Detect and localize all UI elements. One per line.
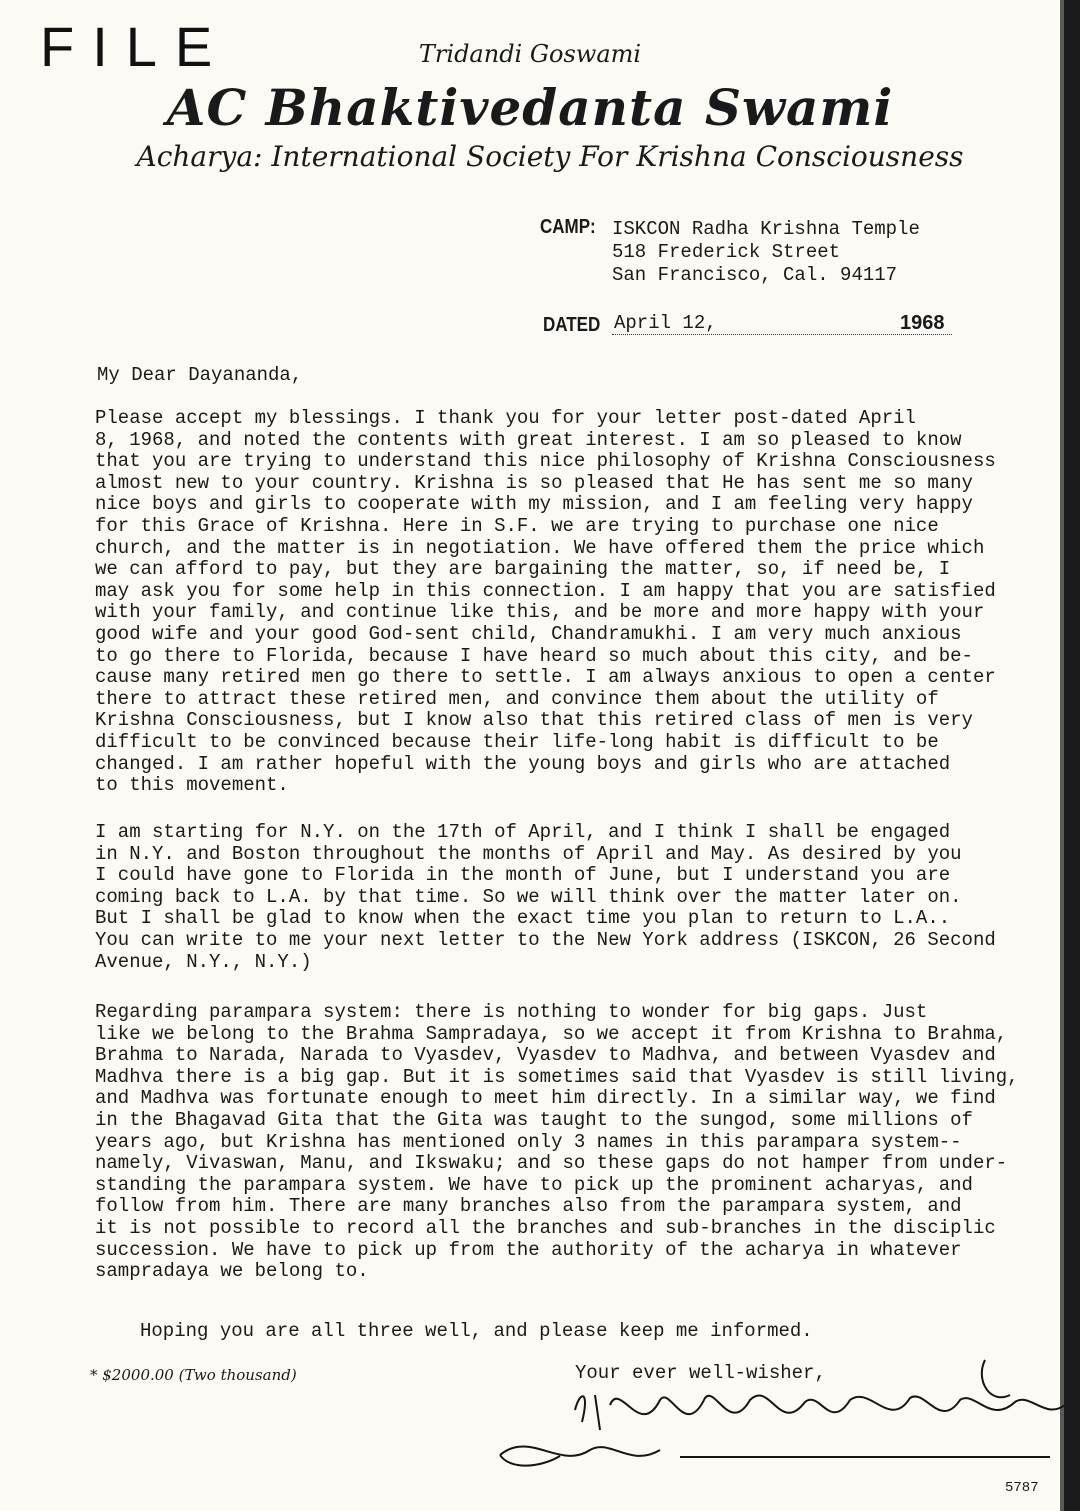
body-paragraph: Please accept my blessings. I thank you for your letter post-dated April 8, 1968, and noted the contents with great interest. I am so pleased to know that you are trying to understand this nice philosophy of Krishna Consciousness almost new to your country. Krishna is so pleased that He has sent me so many nice boys and girls to cooperate with my mission, and I am feeling very happy for this Grace of Krishna. Here in S.F. we are trying to purchase one nice church, and the matter is in negotiation. We have offered them the price which we can afford to pay, but they are bargaining the matter, so, if need be, I may ask you for some help in this connection. I am happy that you are satisfied with your family, and continue like this, and be more and more happy with your good wife and your good God-sent child, Chandramukhi. I am very much anxious to go there to Florida, because I have heard so much about this city, and be- cause many retired men go there to settle. I am always anxious to open a center there to attract these retired men, and convince them about the utility of Krishna Consciousness, but I know also that this retired class of men is very difficult to be convinced because their life-long habit is difficult to be changed. I am rather hopeful with the young boys and girls who are attached to this movement. <box>95 407 996 797</box>
salutation: My Dear Dayananda, <box>97 364 303 386</box>
handwritten-note: * $2000.00 (Two thousand) <box>90 1366 297 1384</box>
letterhead-line1: Tridandi Goswami <box>418 40 642 68</box>
dated-label: DATED <box>543 314 601 336</box>
letterhead-subtitle: Acharya: International Society For Krishna Consciousness <box>136 140 964 173</box>
signature-scribble <box>470 1350 1070 1480</box>
camp-address-line: San Francisco, Cal. 94117 <box>612 264 898 286</box>
camp-address-line: ISKCON Radha Krishna Temple <box>612 218 920 240</box>
dated-value: April 12, <box>614 312 717 334</box>
dated-year: 1968 <box>900 312 945 334</box>
signature <box>470 1350 1070 1485</box>
camp-label: CAMP: <box>540 216 596 238</box>
camp-address-line: 518 Frederick Street <box>612 241 841 263</box>
scan-edge <box>1064 0 1080 1511</box>
file-stamp: FILE <box>40 15 231 78</box>
closing-hope: Hoping you are all three well, and please keep me informed. <box>140 1320 813 1342</box>
footer-code: 5787 <box>1005 1480 1039 1496</box>
closing-line: Your ever well-wisher, <box>575 1362 826 1384</box>
letterhead-name: AC Bhaktivedanta Swami <box>166 78 894 137</box>
body-paragraph: Regarding parampara system: there is nothing to wonder for big gaps. Just like we belong to the Brahma Sampradaya, so we accept it from Krishna to Brahma, Brahma to Narada, Narada to Vyasdev, Vyasdev to Madhva, and between Vyasdev and Madhva there is a big gap. But it is sometimes said that Vyasdev is still living, and Madhva was fortunate enough to meet him directly. In a similar way, we find in the Bhagavad Gita that the Gita was taught to the sungod, some millions of years ago, but Krishna has mentioned only 3 names in this parampara system-- namely, Vivaswan, Manu, and Ikswaku; and so these gaps do not hamper from under- standing the parampara system. We have to pick up the prominent acharyas, and follow from him. There are many branches also from the parampara system, and it is not possible to record all the branches and sub-branches in the disciplic succession. We have to pick up from the authority of the acharya in whatever sampradaya we belong to. <box>95 1001 1019 1283</box>
body-paragraph: I am starting for N.Y. on the 17th of April, and I think I shall be engaged in N.Y. and Boston throughout the months of April and May. As desired by you I could have gone to Florida in the month of June, but I understand you are coming back to L.A. by that time. So we will think over the matter later on. But I shall be glad to know when the exact time you plan to return to L.A.. You can write to me your next letter to the New York address (ISKCON, 26 Second Avenue, N.Y., N.Y.) <box>95 821 996 973</box>
